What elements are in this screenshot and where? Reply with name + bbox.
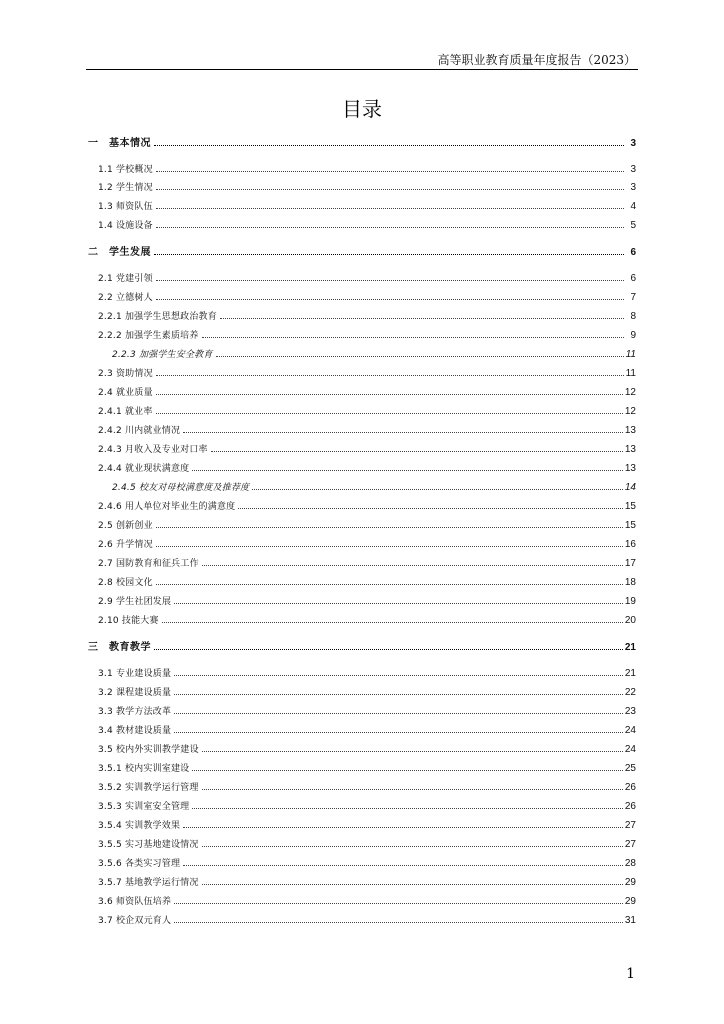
toc-entry-label: 2.7 国防教育和征兵工作 <box>98 559 199 569</box>
toc-entry[interactable] <box>88 401 636 417</box>
toc-entry-label: 3.5.3 实训室安全管理 <box>98 802 190 812</box>
toc-entry-label: 2.4.5 校友对母校满意度及推荐度 <box>112 483 250 493</box>
dot-leader <box>154 649 623 650</box>
dot-leader <box>156 375 624 376</box>
toc-entry-page: 23 <box>624 706 636 717</box>
toc-entry-page: 29 <box>624 877 636 888</box>
toc-entry[interactable] <box>88 215 636 231</box>
toc-entry-page: 18 <box>624 577 636 588</box>
running-header: 高等职业教育质量年度报告（2023） <box>437 53 636 67</box>
toc-entry-label: 3.5 校内外实训教学建设 <box>98 745 199 755</box>
toc-entry-label: 2.4.1 就业率 <box>98 407 153 417</box>
dot-leader <box>202 789 623 790</box>
toc-entry-label: 3.6 师资队伍培养 <box>98 897 172 907</box>
toc-entry-page: 9 <box>630 330 636 341</box>
dot-leader <box>183 827 623 828</box>
toc-entry[interactable] <box>88 477 636 493</box>
toc-entry[interactable] <box>88 720 636 736</box>
toc-entry[interactable] <box>88 682 636 698</box>
page-title: 目录 <box>342 97 382 121</box>
toc-entry-label: 1.1 学校概况 <box>98 165 153 175</box>
toc-entry-label: 2.2.2 加强学生素质培养 <box>98 331 199 341</box>
toc-entry-page: 25 <box>624 763 636 774</box>
dot-leader <box>162 622 623 623</box>
toc-entry-label: 3.5.2 实训教学运行管理 <box>98 783 199 793</box>
toc-entry-page: 6 <box>630 247 636 258</box>
toc-entry[interactable] <box>88 306 636 322</box>
toc-entry[interactable] <box>88 553 636 569</box>
toc-entry-label: 2.2 立德树人 <box>98 293 153 303</box>
toc-entry-label: 3.5.4 实训教学效果 <box>98 821 181 831</box>
toc-entry-page: 4 <box>630 201 636 212</box>
toc-entry-page: 24 <box>624 744 636 755</box>
toc-entry-page: 27 <box>624 839 636 850</box>
toc-entry[interactable] <box>88 496 636 512</box>
dot-leader <box>202 751 623 752</box>
toc-entry[interactable] <box>88 458 636 474</box>
toc-entry-label: 3.1 专业建设质量 <box>98 669 172 679</box>
toc-entry-label: 三 教育教学 <box>88 642 151 653</box>
dot-leader <box>183 865 623 866</box>
dot-leader <box>202 565 623 566</box>
toc-entry[interactable] <box>88 815 636 831</box>
toc-entry[interactable] <box>88 177 636 193</box>
toc-entry[interactable] <box>88 420 636 436</box>
toc-entry-page: 26 <box>624 782 636 793</box>
toc-entry-page: 28 <box>624 858 636 869</box>
toc-entry-page: 13 <box>624 444 636 455</box>
toc-entry[interactable] <box>88 663 636 679</box>
toc-entry-label: 一 基本情况 <box>88 138 151 149</box>
toc-entry-page: 29 <box>624 896 636 907</box>
dot-leader <box>156 413 623 414</box>
toc-entry[interactable] <box>88 796 636 812</box>
toc-entry-label: 2.4.2 川内就业情况 <box>98 426 181 436</box>
dot-leader <box>220 318 624 319</box>
toc-entry-label: 2.2.3 加强学生安全教育 <box>112 350 213 360</box>
dot-leader <box>183 432 623 433</box>
toc-entry-page: 21 <box>624 642 636 653</box>
toc-entry-label: 3.2 课程建设质量 <box>98 688 172 698</box>
toc-chapter[interactable] <box>88 637 636 653</box>
toc-entry-label: 3.5.7 基地教学运行情况 <box>98 878 199 888</box>
dot-leader <box>202 846 623 847</box>
toc-entry[interactable] <box>88 196 636 212</box>
toc-entry-label: 2.8 校园文化 <box>98 578 153 588</box>
toc-entry-label: 3.5.1 校内实训室建设 <box>98 764 190 774</box>
toc-entry-label: 2.4.4 就业现状满意度 <box>98 464 190 474</box>
toc-entry-label: 2.4.6 用人单位对毕业生的满意度 <box>98 502 236 512</box>
dot-leader <box>174 713 623 714</box>
toc-entry-label: 3.7 校企双元育人 <box>98 916 172 926</box>
toc-entry-page: 7 <box>630 292 636 303</box>
dot-leader <box>174 675 623 676</box>
toc-entry[interactable] <box>88 910 636 926</box>
toc-entry-page: 12 <box>624 387 636 398</box>
toc-entry-page: 13 <box>624 425 636 436</box>
toc-entry-label: 3.5.6 各类实习管理 <box>98 859 181 869</box>
dot-leader <box>211 451 623 452</box>
toc-entry-page: 22 <box>624 687 636 698</box>
toc-entry[interactable] <box>88 382 636 398</box>
dot-leader <box>174 922 623 923</box>
dot-leader <box>156 394 623 395</box>
toc-entry[interactable] <box>88 363 636 379</box>
toc-entry[interactable] <box>88 758 636 774</box>
toc-entry-page: 16 <box>624 539 636 550</box>
dot-leader <box>156 546 623 547</box>
header-divider <box>86 69 638 70</box>
dot-leader <box>156 299 624 300</box>
dot-leader <box>156 280 624 281</box>
toc-entry-page: 26 <box>624 801 636 812</box>
toc-entry[interactable] <box>88 610 636 626</box>
toc-entry[interactable] <box>88 287 636 303</box>
toc-entry[interactable] <box>88 268 636 284</box>
toc-entry-page: 6 <box>630 273 636 284</box>
dot-leader <box>154 254 624 255</box>
toc-entry-page: 12 <box>624 406 636 417</box>
toc-entry-page: 17 <box>624 558 636 569</box>
toc-entry-page: 11 <box>625 349 636 360</box>
dot-leader <box>156 171 624 172</box>
toc-entry-label: 1.4 设施设备 <box>98 221 153 231</box>
toc-entry[interactable] <box>88 739 636 755</box>
toc-entry-page: 3 <box>630 164 636 175</box>
dot-leader <box>156 527 623 528</box>
dot-leader <box>192 470 623 471</box>
toc-entry-label: 1.3 师资队伍 <box>98 202 153 212</box>
dot-leader <box>156 227 624 228</box>
toc-entry-label: 2.4.3 月收入及专业对口率 <box>98 445 208 455</box>
toc-entry[interactable] <box>88 834 636 850</box>
toc-entry-page: 5 <box>630 220 636 231</box>
toc-entry-label: 3.5.5 实习基地建设情况 <box>98 840 199 850</box>
toc-entry[interactable] <box>88 701 636 717</box>
toc-entry-page: 27 <box>624 820 636 831</box>
page-number: 1 <box>626 966 635 982</box>
toc-entry-page: 3 <box>630 138 636 149</box>
dot-leader <box>238 508 623 509</box>
toc-entry-label: 2.6 升学情况 <box>98 540 153 550</box>
toc-entry-page: 24 <box>624 725 636 736</box>
toc-entry-page: 13 <box>624 463 636 474</box>
toc-entry-label: 3.3 教学方法改革 <box>98 707 172 717</box>
toc-entry[interactable] <box>88 777 636 793</box>
toc-entry-page: 15 <box>624 501 636 512</box>
toc-entry-label: 二 学生发展 <box>88 247 151 258</box>
dot-leader <box>192 770 623 771</box>
toc-entry-label: 2.10 技能大赛 <box>98 616 159 626</box>
toc-entry[interactable] <box>88 534 636 550</box>
dot-leader <box>174 603 623 604</box>
toc-entry-label: 1.2 学生情况 <box>98 183 153 193</box>
toc-entry-label: 2.4 就业质量 <box>98 388 153 398</box>
dot-leader <box>202 337 624 338</box>
toc-entry-page: 15 <box>624 520 636 531</box>
toc-entry-page: 8 <box>630 311 636 322</box>
toc-entry-page: 3 <box>630 182 636 193</box>
dot-leader <box>174 903 623 904</box>
toc-entry-page: 21 <box>624 668 636 679</box>
toc-entry[interactable] <box>88 853 636 869</box>
dot-leader <box>192 808 623 809</box>
toc-entry[interactable] <box>88 891 636 907</box>
toc-entry[interactable] <box>88 325 636 341</box>
dot-leader <box>202 884 623 885</box>
toc-entry[interactable] <box>88 872 636 888</box>
toc-entry-label: 2.2.1 加强学生思想政治教育 <box>98 312 217 322</box>
toc-entry-label: 3.4 教材建设质量 <box>98 726 172 736</box>
toc-entry[interactable] <box>88 591 636 607</box>
dot-leader <box>156 189 624 190</box>
toc-entry[interactable] <box>88 159 636 175</box>
dot-leader <box>174 732 623 733</box>
toc-entry[interactable] <box>88 515 636 531</box>
toc-entry-label: 2.1 党建引领 <box>98 274 153 284</box>
toc-entry-page: 14 <box>624 482 636 493</box>
toc-chapter[interactable] <box>88 242 636 258</box>
toc-entry-label: 2.9 学生社团发展 <box>98 597 172 607</box>
toc-entry-label: 2.3 资助情况 <box>98 369 153 379</box>
toc-entry-label: 2.5 创新创业 <box>98 521 153 531</box>
toc-entry-page: 11 <box>625 368 636 379</box>
toc-entry[interactable] <box>88 572 636 588</box>
dot-leader <box>216 356 624 357</box>
dot-leader <box>156 584 623 585</box>
dot-leader <box>252 489 623 490</box>
dot-leader <box>154 145 624 146</box>
toc-entry-page: 31 <box>624 915 636 926</box>
toc-entry[interactable] <box>88 344 636 360</box>
toc-entry-page: 19 <box>624 596 636 607</box>
dot-leader <box>156 208 624 209</box>
toc-entry[interactable] <box>88 439 636 455</box>
toc-chapter[interactable] <box>88 133 636 149</box>
toc-entry-page: 20 <box>624 615 636 626</box>
dot-leader <box>174 694 623 695</box>
